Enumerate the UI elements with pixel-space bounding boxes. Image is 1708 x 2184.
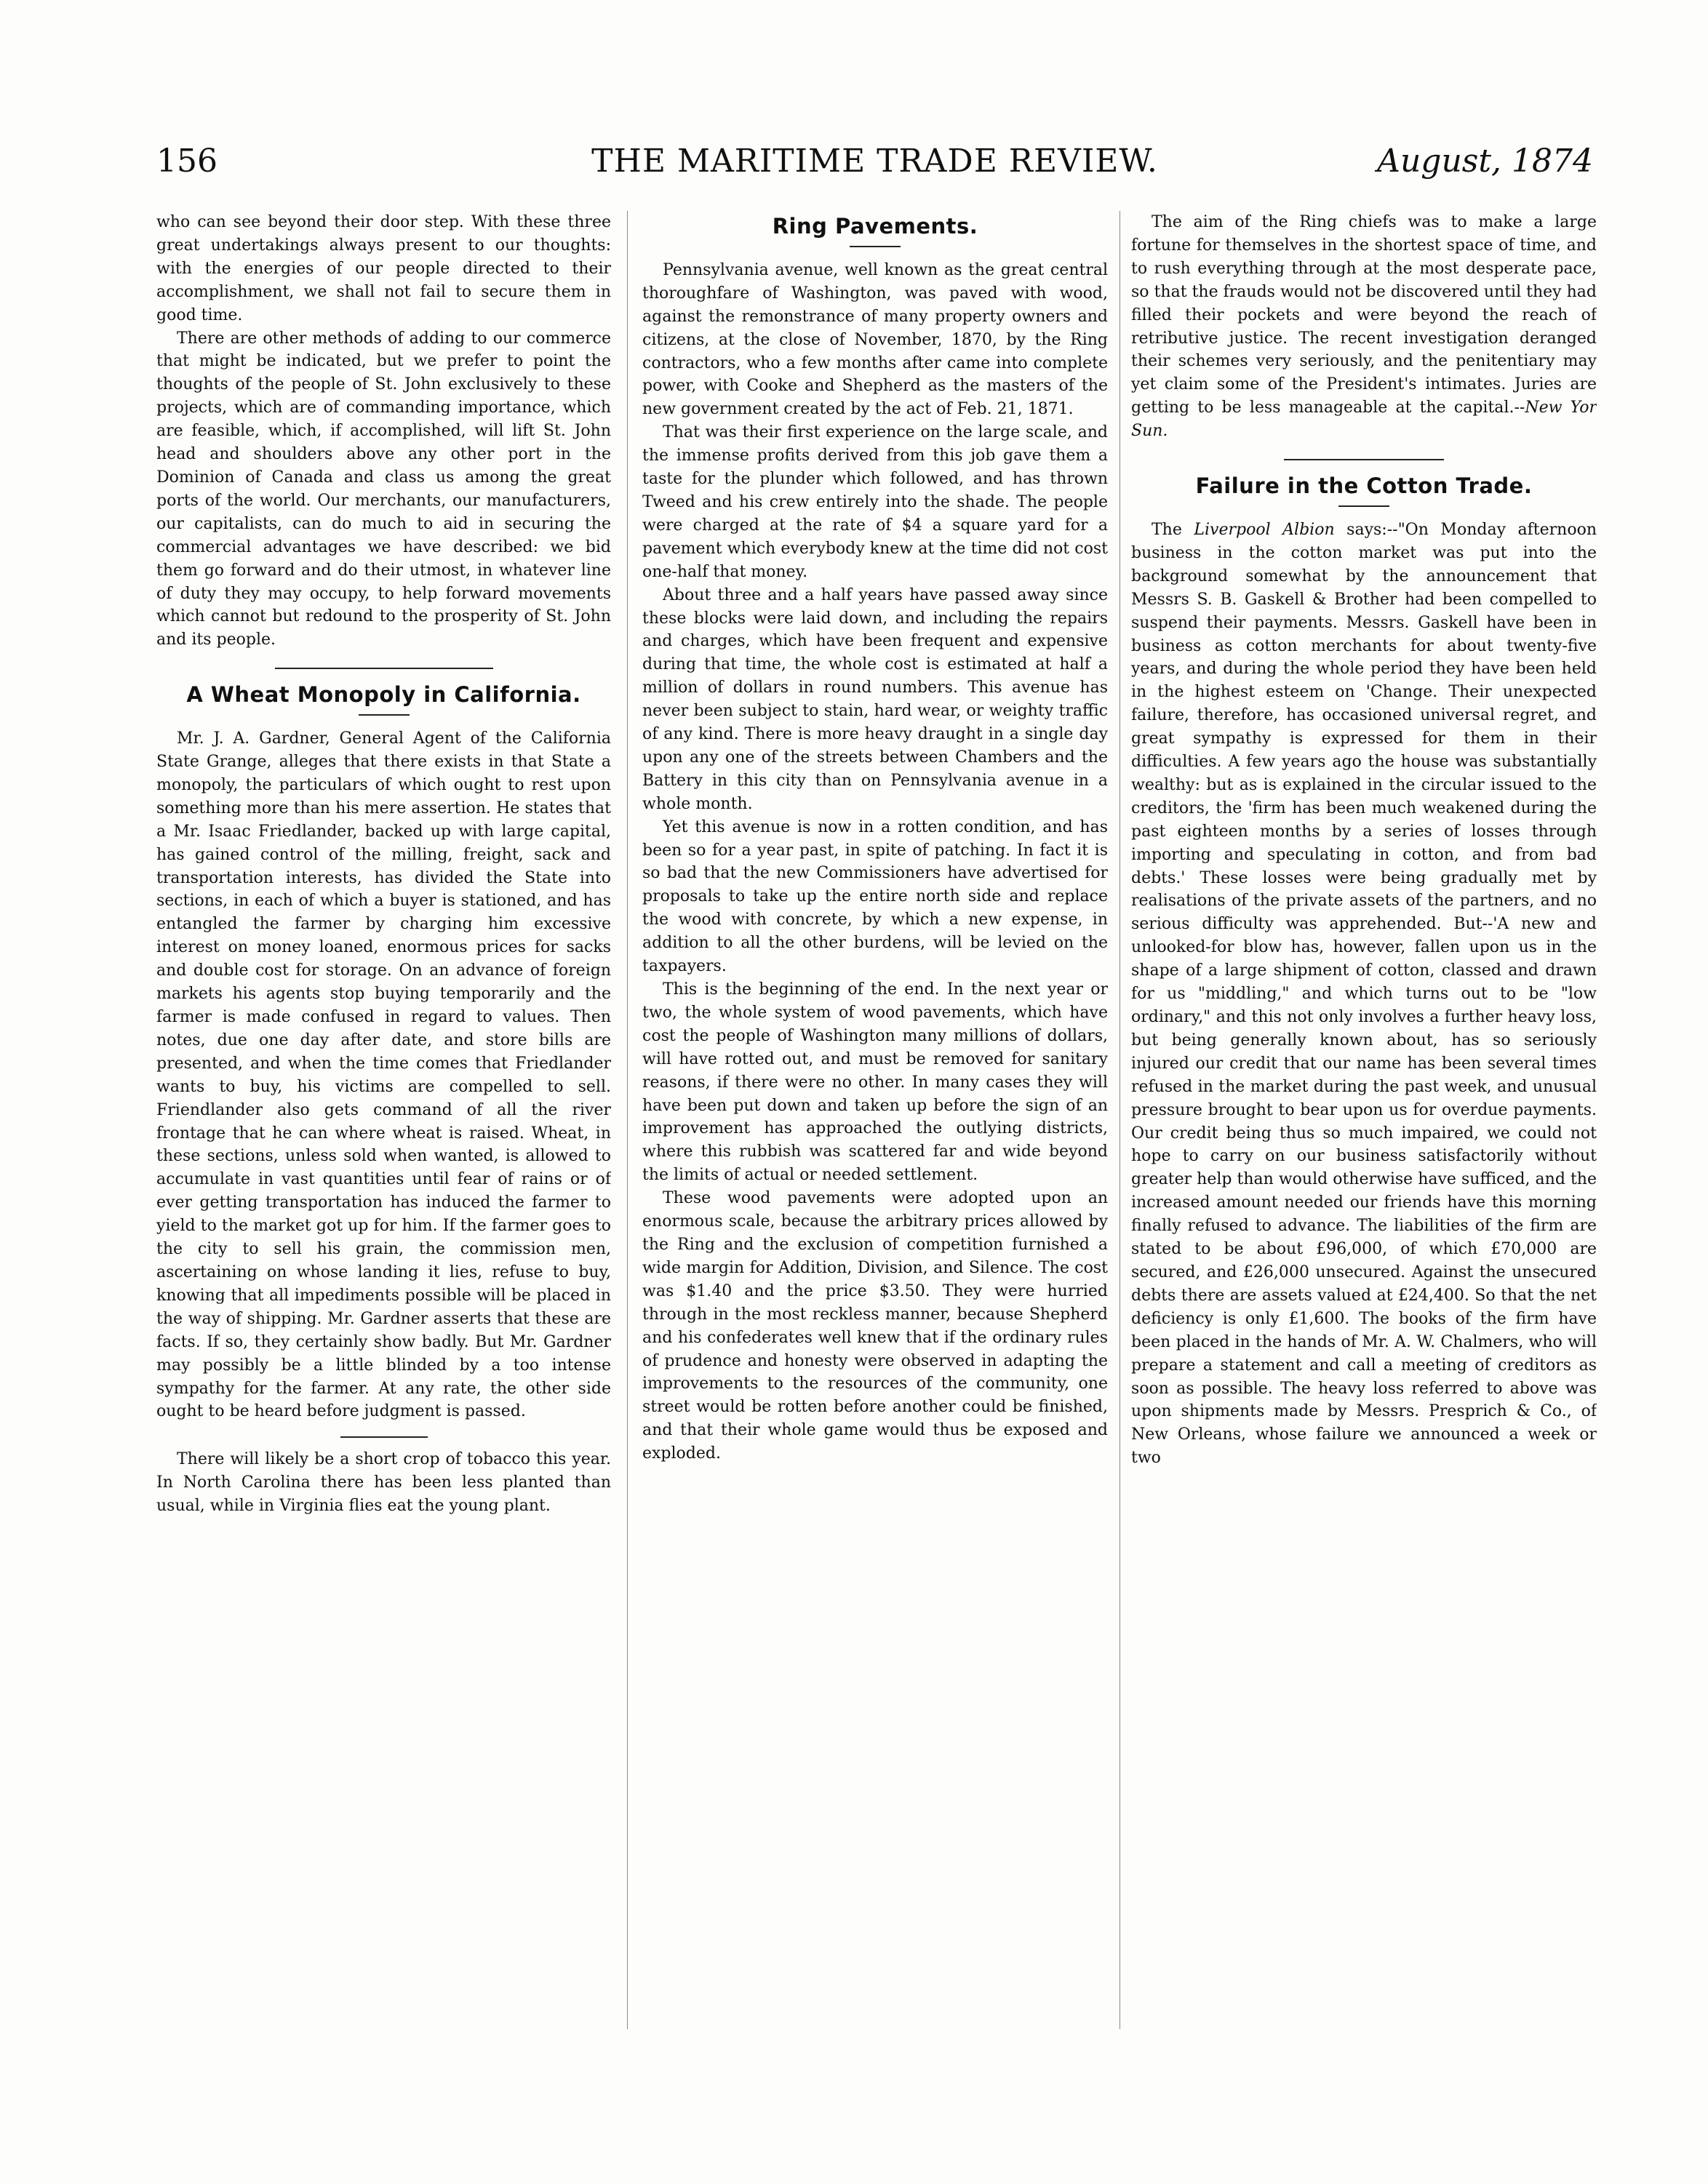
article-paragraph: Yet this avenue is now in a rotten condition, and has been so for a year past, in spite of patching. In fact it is so bad that the new Commissioners have advertised for proposals to take up the entire north side and replace the wood with concrete, by which a new expense, in addition to all the other burdens, will be levied on the taxpayers. (642, 817, 1108, 976)
article-paragraph: This is the beginning of the end. In the next year or two, the whole system of wood pavements, which have cost the people of Washington many millions of dollars, will have rotted out, and must be removed for sanitary reasons, if there were no other. In many cases they will have been put down and taken up before the sign of an improvement has approached the outlying districts, where this rubbish was scattered far and wide beyond the limits of actual or needed settlement. (642, 980, 1108, 1185)
issue-date: August, 1874 (1377, 143, 1593, 180)
article-paragraph (1131, 211, 1597, 443)
heading-rule (359, 714, 410, 716)
section-divider (275, 668, 493, 669)
paragraph-text: The aim of the Ring chiefs was to make a large fortune for themselves in the shortest space of time, and to rush everything through at the most desperate pace, so that the frauds would not be discovered until they had filled their pockets and were beyond the reach of retributive justice. The recent investigation deranged their schemes very seriously, and the penitentiary may yet claim some of the President's intimates. Juries are getting to be less manageable at the capital.-- (1131, 213, 1597, 417)
article-paragraph: These wood pavements were adopted upon an enormous scale, because the arbitrary prices allowed by the Ring and the exclusion of competition furnished a wide margin for Addition, Division, and Silence. The cost was $1.40 and the price $3.50. They were hurried through in the most reckless manner, because Shepherd and his confederates well knew that if the ordinary rules of prudence and honesty were observed in adapting the improvements to the resources of the community, one street would be rotten before another could be finished, and that their whole game would thus be exposed and exploded. (642, 1189, 1108, 1463)
journal-title: THE MARITIME TRADE REVIEW. (591, 143, 1158, 180)
source-attribution: New Yor Sun. (1131, 399, 1597, 441)
article-paragraph: There will likely be a short crop of tobacco this year. In North Carolina there has been less planted than usual, while in Virginia flies eat the young plant. (156, 1450, 611, 1516)
article-heading: Ring Pavements. (772, 214, 978, 239)
section-divider (340, 1436, 428, 1438)
article-heading: Failure in the Cotton Trade. (1195, 473, 1533, 499)
article-paragraph: Mr. J. A. Gardner, General Agent of the California State Grange, alleges that there exists in that State a monopoly, the particulars of which ought to rest upon something more than his mere assertion. He states that a Mr. Isaac Friedlander, backed up with large capital, has gained control of the milling, freight, sack and transportation interests, has divided the State into sections, in each of which a buyer is stationed, and has entangled the farmer by charging him excessive interest on money loaned, enormous prices for sacks and double cost for storage. On an advance of foreign markets his agents stop buying temporarily and the farmer is made confused in regard to values. Then notes, due one day after date, and store bills are presented, and when the time comes that Friedlander wants to buy, his victims are compelled to sell. Friendlander also gets command of all the river frontage that he can where wheat is raised. Wheat, in these sections, unless sold when wanted, is allowed to accumulate in vast quantities until fear of rains or of ever getting transportation has induced the farmer to yield to the market got up for him. If the farmer goes to the city to sell his grain, the commission men, ascertaining on whose landing it lies, refuse to buy, knowing that all impediments possible will be placed in the way of shipping. Mr. Gardner asserts that these are facts. If so, they certainly show badly. But Mr. Gardner may possibly be a little blinded by a too intense sympathy for the farmer. At any rate, the other side ought to be heard before judgment is passed. (156, 729, 611, 1421)
column-divider (627, 211, 628, 2029)
article-paragraph: There are other methods of adding to our commerce that might be indicated, but we prefer to point the thoughts of the people of St. John exclusively to these projects, which are of commanding importance, which are feasible, which, if accomplished, will lift St. John head and shoulders above any other port in the Dominion of Canada and class us among the great ports of the world. Our merchants, our manufacturers, our capitalists, can do much to aid in securing the commercial advantages we have described: we bid them go forward and do their utmost, in whatever line of duty they may occupy, to help forward movements which cannot but redound to the prosperity of St. John and its people. (156, 329, 611, 649)
article-paragraph: who can see beyond their door step. With these three great undertakings always present to our thoughts: with the energies of our people directed to their accomplishment, we shall not fail to secure them in good time. (156, 213, 611, 324)
column-left (156, 211, 611, 2058)
column-middle (642, 211, 1108, 2058)
paragraph-lead: The (1152, 520, 1194, 539)
heading-rule (850, 246, 901, 247)
article-heading: A Wheat Monopoly in California. (186, 682, 581, 708)
column-right (1131, 211, 1597, 2058)
article-paragraph: About three and a half years have passed away since these blocks were laid down, and including the repairs and charges, which have been frequent and expensive during that time, the whole cost is estimated at half a million of dollars in round numbers. This avenue has never been subject to stain, hard wear, or weighty traffic of any kind. There is more heavy draught in a single day upon any one of the streets between Chambers and the Battery in this city than on Pennsylvania avenue in a whole month. (642, 585, 1108, 813)
page-number: 156 (156, 143, 218, 180)
newspaper-name: Liverpool Albion (1194, 520, 1335, 539)
page-header (156, 143, 1593, 193)
section-divider (1284, 459, 1444, 460)
paragraph-text: says:--"On Monday afternoon business in the cotton market was put into the background somewhat by the announcement that Messrs S. B. Gaskell & Brother had been compelled to suspend their payments. Messrs. Gaskell have been in business as cotton merchants for about twenty-five years, and during the whole period they have been held in the highest esteem on 'Change. Their unexpected failure, therefore, has occasioned universal regret, and great sympathy is expressed for them in their difficulties. A few years ago the house was substantially wealthy: but as is explained in the circular issued to the creditors, the 'firm has been much weakened during the past eighteen months by a series of losses through importing and speculating in cotton, and from bad debts.' These losses were being gradually met by realisations of the private assets of the partners, and no serious difficulty was apprehended. But--'A new and unlooked-for blow has, however, fallen upon us in the shape of a large shipment of cotton, classed and drawn for us "middling," and which turns out to be "low ordinary," and this not only involves a further heavy loss, but being generally known about, has so seriously injured our credit that our name has been several times refused in the market during the past week, and unusual pressure brought to bear upon us for overdue payments. Our credit being thus so much impaired, we could not hope to carry on our business satisfactorily without greater help than would otherwise have sufficed, and the increased amount needed our friends have this morning finally refused to advance. The liabilities of the firm are stated to be about £96,000, of which £70,000 are secured, and £26,000 unsecured. Against the unsecured debts there are assets valued at £24,400. So that the net deficiency is only £1,600. The books of the firm have been placed in the hands of Mr. A. W. Chalmers, who will prepare a statement and call a meeting of creditors as soon as possible. The heavy loss referred to above was upon shipments made by Messrs. Presprich & Co., of New Orleans, whose failure we announced a week or two (1131, 520, 1597, 1468)
heading-rule (1338, 505, 1389, 507)
article-paragraph: Pennsylvania avenue, well known as the great central thoroughfare of Washington, was paved with wood, against the remonstrance of many property owners and citizens, at the close of November, 1870, by the Ring contractors, who a few months after came into complete power, with Cooke and Shepherd as the masters of the new government created by the act of Feb. 21, 1871. (642, 260, 1108, 419)
article-paragraph: That was their first experience on the large scale, and the immense profits derived from this job gave them a taste for the plunder which followed, and has thrown Tweed and his crew entirely into the shade. The people were charged at the rate of $4 a square yard for a pavement which everybody knew at the time did not cost one-half that money. (642, 423, 1108, 581)
article-paragraph (1131, 519, 1597, 1470)
